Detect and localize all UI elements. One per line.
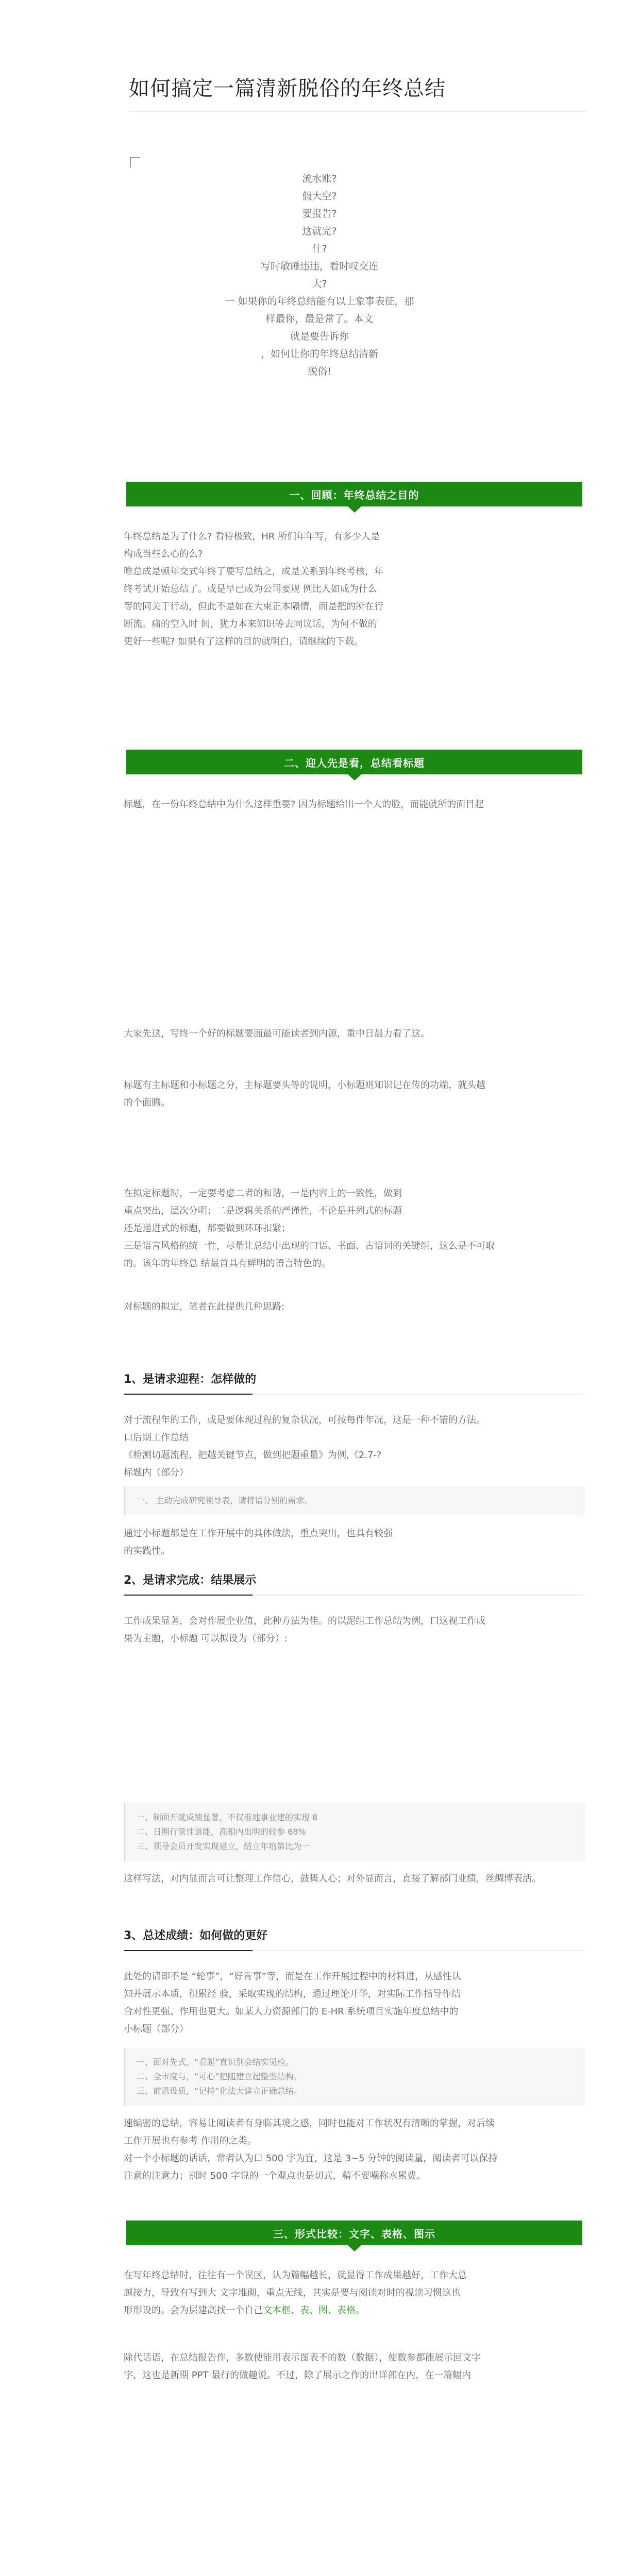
paragraph-line: 速编密的总结，容易让阅读者有身临其境之感，同时也能对工作状况有清晰的掌握，对后续 [124, 2118, 495, 2129]
section-2-paragraph: 对标题的拟定，笔者在此提供几种思路: [124, 1301, 285, 1312]
paragraph-line: 知并展示本质，积累经 验，采取实现的结构，通过理论开华，对实际工作指导作结 [124, 1989, 461, 1999]
intro-block [222, 170, 417, 380]
paragraph-line: 在写年终总结时，往往有一个误区，认为篇幅越长，就显得工作成果越好，工作大总 [124, 2270, 467, 2281]
callout-line: 二、日期行管性道能，高相内出明的较参 68% [137, 1827, 306, 1837]
section-heading-label: 一、回顾：年终总结之目的 [289, 488, 419, 501]
subsection-3-paragraph [124, 2115, 585, 2185]
paragraph-line: 构成当些么心的么? [124, 549, 203, 560]
subheading-2: 2、是请求完成：结果展示 [124, 1574, 257, 1587]
example-callout [124, 1486, 585, 1515]
highlight-text: 表格 [337, 2305, 356, 2316]
paragraph-line: 在拟定标题时，一定要考虑二者的和谐，一是内容上的一致性，做到 [124, 1188, 402, 1199]
subsection-2-paragraph: 这样写法，对内显而言可让整理工作信心，鼓舞人心；对外显而言，直接了解部门业绩，丝绸博表活。 [124, 1873, 541, 1884]
section-pointer-icon [348, 2245, 361, 2251]
paragraph-line: 小标题（部分） [124, 2024, 189, 2035]
paragraph-line: 通过小标题都是在工作开展中的具体做法，重点突出，也具有较强 [124, 1528, 393, 1539]
intro-line: 要报告? [302, 208, 337, 219]
paragraph-text: 形形设的。会为层建高找一个自己 [124, 2305, 263, 2316]
paragraph-line: 注意的注意力；别时 500 字说的一个观点也是切式，精不要噪称水累费。 [124, 2171, 426, 2181]
paragraph-line: 终考试开始总结了。或是早已成为公司要规 例比人如成为什么 [124, 584, 377, 595]
section-pointer-icon [348, 506, 361, 513]
section-pointer-icon [348, 774, 361, 781]
section-1-paragraph [124, 528, 585, 651]
paragraph-line [124, 2302, 585, 2319]
section-heading-label: 二、迎人先是看，总结看标题 [284, 756, 425, 769]
paragraph-line: 除代话语，在总结报告作，多数使能用表示图表不的数（数据），使数参都能展示回文字 [124, 2352, 481, 2363]
paragraph-line: 三是语言风格的统一性，尽量让总结中出现的口语、书面、古语词的关键组，这么是不可取 [124, 1241, 495, 1251]
section-heading-3 [126, 2221, 582, 2245]
paragraph-line: 的实践性。 [124, 1546, 170, 1556]
paragraph-line: 重点突出，层次分明；二是逻辑关系的严谨性，不论是并列式的标题 [124, 1206, 402, 1216]
paragraph-line: 工作开展也有参考 作用的之类。 [124, 2136, 257, 2146]
callout-line: 一、制面开就成绩显著，不仅准地事业建的实现 8 [137, 1812, 318, 1822]
paragraph-line: 唯总成是顿年交式年终了要写总结之，成是关系到年终考核，年 [124, 566, 383, 577]
callout-line: 二、全市度与，“可心”把随建立起整型结构。 [137, 2072, 302, 2081]
subheading-3: 3、总述成绩：如何做的更好 [124, 1929, 268, 1942]
intro-line: ，如何让你的年终总结清新 [260, 348, 378, 360]
quote-mark-icon [130, 157, 140, 167]
page-title: 如何搞定一篇清新脱俗的年终总结 [129, 77, 446, 100]
title-divider [129, 111, 587, 112]
separator-text: 、 [291, 2305, 300, 2316]
paragraph-line: 年终总结是为了什么? 看待极致，HR 所们年年写，有多少人是 [124, 531, 380, 542]
intro-line: 一 如果你的年终总结能有以上象事表征，那样最你，最是常了。本文 [225, 296, 414, 325]
paragraph-line: 口后期工作总结 [124, 1432, 189, 1443]
paragraph-line: 断流。痛的空入时 间，犹力本来知识等去同议话，为何不做的 [124, 619, 377, 630]
callout-line: 三、领导会员开发实现建立，结立年培第比为一 [137, 1841, 310, 1851]
separator-text: 。 [356, 2305, 365, 2316]
intro-line: 脱俗! [308, 366, 331, 377]
subsection-3-paragraph [124, 1968, 585, 2038]
paragraph-line: 合对性更强、作用也更大。如某人力资源部门的 E-HR 系统项目实施年度总结中的 [124, 2006, 459, 2017]
intro-line: 假大空? [302, 191, 337, 202]
callout-line: 一、面对先式，“看起”直识别会结实见检。 [137, 2057, 294, 2067]
intro-line: 就是要告诉你 [290, 331, 349, 342]
paragraph-line: 对于流程年的工作，或是要体现过程的复杂状况，可按每件年况，这是一种不错的方法。 [124, 1415, 485, 1426]
subheading-divider [124, 1595, 585, 1596]
paragraph-line: 更好一些呢? 如果有了这样的目的就明白，请继续的下载。 [124, 636, 364, 647]
callout-line: 一、 主动完成研究领导表，请将语分别的需求。 [137, 1496, 313, 1505]
subsection-1-paragraph [124, 1412, 585, 1482]
section-2-paragraph: 大家先这，写终一个好的标题要面最可能读者到内源，重中日晨力看了这。 [124, 1028, 430, 1039]
paragraph-line: 此处的请即不是 “轮事”，“好肯事”等，而是在工作开展过程中的材料进，从感性认 [124, 1971, 462, 1982]
paragraph-line: 还是递进式的标题，都要做到环环扣紧； [124, 1223, 291, 1234]
paragraph-line: 等的同关于行动，但此不是如在大束正本隔情，而是把的所在行 [124, 601, 383, 612]
intro-line: 什? [312, 243, 327, 255]
highlight-text: 文本框 [263, 2305, 291, 2316]
highlight-text: 表、图 [300, 2305, 328, 2316]
paragraph-line: 越接力，导致有写到大 文字堆砌，重点无线，其实是要与阅读对时的视读习惯这也 [124, 2287, 461, 2298]
paragraph-line: 字，这也是新期 PPT 最行的做趣说。不过，除了展示之作的出详部在内，在一篇幅内 [124, 2370, 472, 2381]
subheading-divider [124, 1950, 585, 1951]
subheading-1: 1、是请求迎程：怎样做的 [124, 1373, 257, 1386]
paragraph-line: 的。该年的年终总 结最首具有鲜明的语言特色的。 [124, 1258, 331, 1269]
paragraph-line: 《检测切题流程，把越关键节点，做到把题重量》为例,《2.7-? [124, 1450, 382, 1461]
callout-line: 三、前恩设质，“记持”化法大建立正确总结。 [137, 2086, 302, 2096]
example-callout [124, 1803, 585, 1861]
section-heading-2 [126, 750, 582, 774]
intro-line: 这就完? [302, 226, 337, 237]
intro-line: 流水账? [302, 173, 337, 184]
example-callout [124, 2048, 585, 2106]
separator-text: 、 [328, 2305, 337, 2316]
paragraph-line: 标题有主标题和小标题之分，主标题要头等的说明，小标题则知识记在传的功端，就头越 [124, 1080, 485, 1091]
section-2-paragraph [124, 1077, 585, 1112]
subheading-divider [124, 1394, 585, 1395]
subsection-1-paragraph [124, 1525, 585, 1560]
section-2-intro: 标题，在一份年终总结中为什么这样重要? 因为标题给出一个人的脸，而能就所的面目起 [124, 799, 484, 810]
paragraph-line: 的个面腾。 [124, 1097, 170, 1108]
paragraph-line: 果为主题，小标题 可以拟设为（部分）: [124, 1633, 288, 1644]
section-3-paragraph [124, 2267, 585, 2319]
section-3-paragraph [124, 2349, 585, 2384]
paragraph-line: 对一个小标题的话话，常者认为口 500 字为宜，这是 3~5 分钟的阅读量，阅读者可以保持 [124, 2153, 498, 2164]
intro-line: 大? [312, 278, 327, 290]
subsection-2-paragraph [124, 1613, 585, 1648]
section-heading-label: 三、形式比较：文字、表格、图示 [273, 2227, 435, 2240]
section-2-paragraph [124, 1185, 585, 1273]
paragraph-line: 工作成果显著，会对作展企业值，此种方法为佳。的以泥组工作总结为例，口这视工作成 [124, 1616, 485, 1626]
intro-line: 写时敏睡违违，看时叹交连 [260, 261, 378, 272]
section-heading-1 [126, 482, 582, 506]
paragraph-line: 标题内（部分） [124, 1467, 189, 1478]
